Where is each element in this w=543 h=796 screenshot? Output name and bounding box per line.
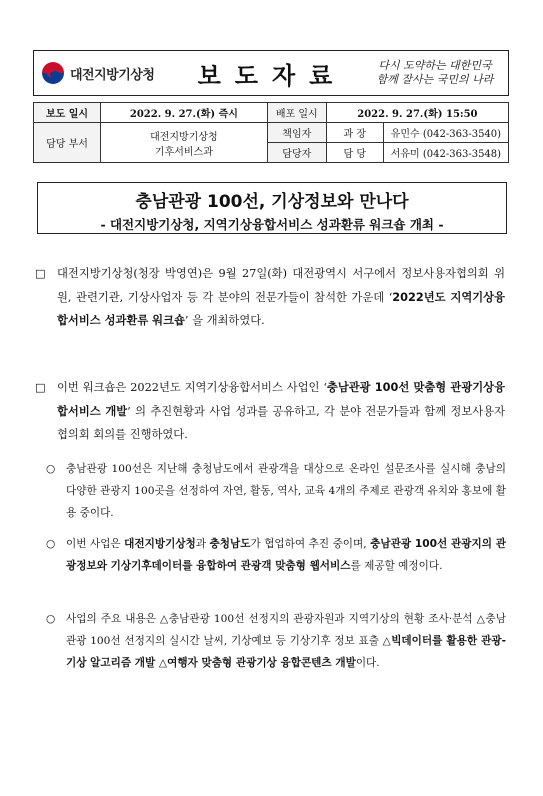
- responsible-role: 과 장: [326, 123, 383, 143]
- dept-value: [101, 123, 268, 163]
- subheadline: - 대전지방기상청, 지역기상융합서비스 성과환류 워크숍 개최 -: [100, 217, 444, 232]
- paragraph-1: [35, 262, 505, 333]
- press-header: [33, 50, 509, 96]
- slogan-line-2: 함께 잘사는 국민의 나라: [376, 73, 494, 86]
- slogan-line-1: 다시 도약하는 대한민국: [378, 59, 492, 72]
- sub-item-2: [46, 533, 506, 577]
- p1-text-c: ’ 을 개최하였다.: [184, 314, 265, 327]
- org-name: 대전지방기상청: [70, 67, 155, 83]
- circle-bullet: ○: [46, 538, 56, 550]
- p2-text-bold: 충남관광 100선 맞춤형 관광기상융합서비스 개발: [57, 381, 505, 418]
- circle-bullet: ○: [46, 463, 56, 475]
- headline: 충남관광 100선, 기상정보와 만나다: [135, 192, 409, 212]
- dept-value-line-1: 대전지방기상청: [150, 131, 218, 143]
- sub-item-3: [46, 608, 506, 674]
- square-bullet: □: [35, 381, 46, 394]
- s3-text-c: 이다.: [355, 657, 380, 669]
- circle-bullet: ○: [46, 613, 56, 625]
- sub-item-1-text: 충남관광 100선은 지난해 충청남도에서 관광객을 대상으로 온라인 설문조사를 실시해 충남의 다양한 관광지 100곳을 선정하여 자연, 활동, 역사, 교육 4개의 주제로 관광객 유치와 홍보에 활용 중이다.: [66, 463, 506, 519]
- p1-text-bold: 2022년도 지역기상융합서비스 성과환류 워크숍: [57, 290, 506, 327]
- s2-text-c: 과: [195, 538, 210, 550]
- staff-role: 담 당: [326, 143, 383, 163]
- s2-text-b: 대전지방기상청: [124, 538, 196, 550]
- p2-text-c: ’ 의 추진현황과 사업 성과를 공유하고, 각 분야 전문가들과 함께 정보사용자협의회 회의를 진행하였다.: [57, 404, 505, 441]
- dept-value-line-2: 기후서비스과: [154, 146, 213, 158]
- sub-item-1: [46, 458, 506, 524]
- s2-text-f: 충남관광 100선 관광지의 관광정보와 기상기후데이터를 융합하여 관광객 맞춤형 웹서비스: [66, 538, 506, 572]
- paragraph-2: [35, 376, 505, 447]
- dept-label: 담당 부서: [34, 123, 101, 163]
- p2-text-a: 이번 워크숍은 2022년도 지역기상융합서비스 사업인 ‘: [57, 381, 327, 394]
- report-date-value: 2022. 9. 27.(화) 즉시: [101, 103, 268, 123]
- distribute-date-value: 2022. 9. 27.(화) 15:50: [326, 103, 508, 123]
- s2-text-d: 충청남도: [209, 538, 251, 550]
- headline-box: [37, 182, 507, 234]
- s3-text-a: 사업의 주요 내용은 △충남관광 100선 선정지의 관광자원과 지역기상의 현황 조사·분석 △충남관광 100선 선정지의 실시간 날씨, 기상예보 등 기상기후 정보 표출 △: [66, 613, 506, 647]
- staff-name: 서유미 (042-363-3548): [383, 143, 508, 163]
- press-release-title: 보도자료: [197, 61, 347, 90]
- s3-text-b: 빅데이터를 활용한 관광-기상 알고리즘 개발 △여행자 맞춤형 관광기상 융합콘텐츠 개발: [66, 635, 507, 669]
- square-bullet: □: [35, 267, 46, 280]
- responsible-label: 책임자: [267, 123, 326, 143]
- slogan: [370, 59, 508, 87]
- report-date-label: 보도 일시: [34, 103, 101, 123]
- staff-label: 담당자: [267, 143, 326, 163]
- press-info-table: [33, 102, 509, 163]
- s2-text-g: 를 제공할 예정이다.: [350, 560, 443, 572]
- p1-text-a: 대전지방기상청(청장 박영연)은 9월 27일(화) 대전광역시 서구에서 정보사용자협의회 위원, 관련기관, 기상사업자 등 각 분야의 전문가들이 참석한 가운데 ‘: [57, 267, 505, 304]
- s2-text-a: 이번 사업은: [66, 538, 125, 550]
- s2-text-e: 가 협업하여 추진 중이며,: [250, 538, 371, 550]
- responsible-name: 유민수 (042-363-3540): [383, 123, 508, 143]
- logo: [34, 62, 174, 84]
- kma-logo-icon: [42, 62, 64, 84]
- distribute-date-label: 배포 일시: [267, 103, 326, 123]
